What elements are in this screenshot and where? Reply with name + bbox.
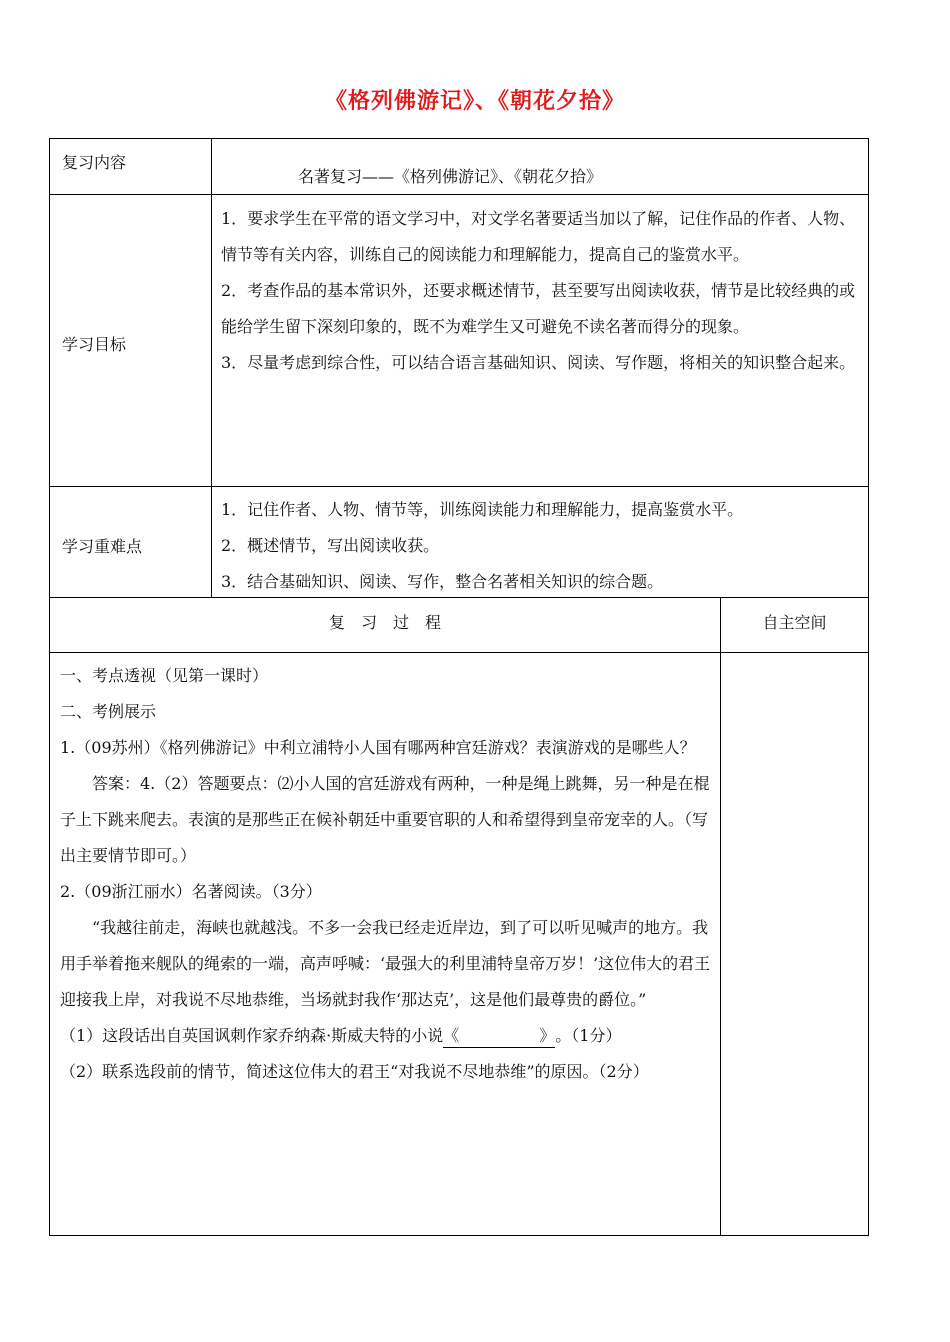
answer-1: 答案：4.（2）答题要点：⑵小人国的宫廷游戏有两种，一种是绳上跳舞，另一种是在棍子上下跳来爬去。表演的是那些正在候补朝廷中重要官职的人和希望得到皇帝宠幸的人。（写出主要情节即可。）	[60, 774, 710, 865]
question-2: 2.（09浙江丽水）名著阅读。（3分）	[60, 882, 322, 901]
sub-question-1	[60, 1018, 712, 1054]
key-point-item: 2．概述情节，写出阅读收获。	[221, 536, 440, 555]
goals-label: 学习目标	[62, 335, 127, 354]
process-header: 复 习 过 程	[328, 613, 441, 632]
key-points-list	[221, 492, 861, 600]
row-divider	[50, 486, 868, 487]
goal-item: 3．尽量考虑到综合性，可以结合语言基础知识、阅读、写作题，将相关的知识整合起来。	[221, 353, 856, 372]
goal-item: 2．考查作品的基本常识外，还要求概述情节，甚至要写出阅读收获，情节是比较经典的或能给学生留下深刻印象的，既不为难学生又可避免不读名著而得分的现象。	[221, 281, 856, 336]
section-heading: 一、考点透视（见第一课时）	[60, 666, 269, 685]
column-divider	[720, 597, 721, 1235]
process-content	[60, 658, 712, 1090]
goal-item: 1．要求学生在平常的语文学习中，对文学名著要适当加以了解，记住作品的作者、人物、情节等有关内容，训练自己的阅读能力和理解能力，提高自己的鉴赏水平。	[221, 209, 856, 264]
sub-question-2: （2）联系选段前的情节，简述这位伟大的君王“对我说不尽地恭维”的原因。（2分）	[60, 1062, 649, 1081]
answer-blank[interactable]: 《 》	[443, 1025, 555, 1048]
sub-question-1-text: （1）这段话出自英国讽刺作家乔纳森·斯威夫特的小说	[60, 1026, 444, 1045]
row-divider	[50, 652, 868, 653]
goals-list	[221, 201, 861, 381]
key-point-item: 3．结合基础知识、阅读、写作，整合名著相关知识的综合题。	[221, 572, 664, 591]
page-title: 《格列佛游记》、《朝花夕拾》	[324, 89, 625, 114]
section-heading: 二、考例展示	[60, 702, 157, 721]
content-label: 复习内容	[62, 153, 127, 172]
reading-passage: “我越往前走，海峡也就越浅。不多一会我已经走近岸边，到了可以听见喊声的地方。我用手举着拖来舰队的绳索的一端，高声呼喊：‘最强大的利里浦特皇帝万岁！’这位伟大的君王迎接我上岸，对我说不尽地恭维，当场就封我作‘那达克’，这是他们最尊贵的爵位。”	[60, 918, 711, 1009]
sub-question-1-score: 。（1分）	[555, 1026, 622, 1045]
study-plan-table	[49, 138, 869, 1236]
key-points-label: 学习重难点	[62, 537, 143, 556]
column-divider	[211, 139, 212, 597]
key-point-item: 1．记住作者、人物、情节等，训练阅读能力和理解能力，提高鉴赏水平。	[221, 500, 744, 519]
content-value: 名著复习——《格列佛游记》、《朝花夕拾》	[298, 167, 603, 186]
self-space-header: 自主空间	[762, 613, 827, 632]
question-1: 1.（09苏州）《格列佛游记》中利立浦特小人国有哪两种宫廷游戏？表演游戏的是哪些人？	[60, 738, 696, 757]
